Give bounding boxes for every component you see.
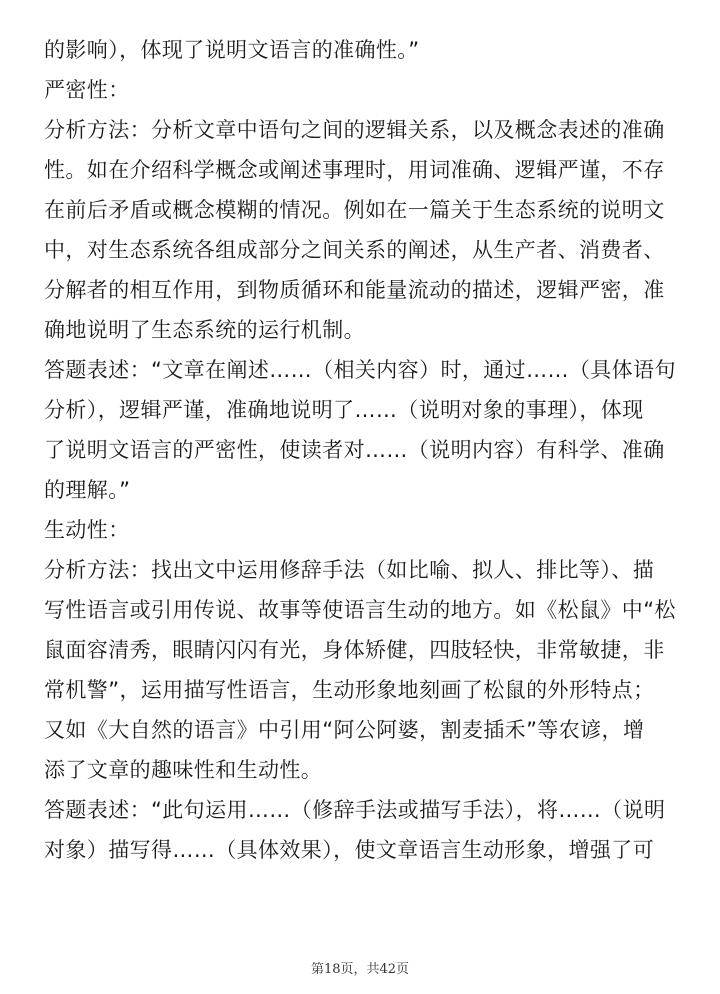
text-line: 添了文章的趣味性和生动性。 [44, 758, 323, 782]
text-line: 答题表述：“文章在阐述……（相关内容）时，通过……（具体语句 [44, 358, 676, 382]
section-heading-rigor: 严密性： [44, 78, 130, 102]
text-line: 对象）描写得……（具体效果），使文章语言生动形象，增强了可 [44, 838, 655, 862]
text-line: 的影响），体现了说明文语言的准确性。” [44, 38, 420, 62]
text-line: 分析方法：找出文中运用修辞手法（如比喻、拟人、排比等）、描 [44, 558, 655, 582]
text-line: 性。如在介绍科学概念或阐述事理时，用词准确、逻辑严谨，不存 [44, 158, 665, 182]
text-line: 了说明文语言的严密性，使读者对……（说明内容）有科学、准确 [44, 438, 665, 462]
text-line: 确地说明了生态系统的运行机制。 [44, 318, 365, 342]
document-body [44, 30, 680, 870]
text-line: 写性语言或引用传说、故事等使语言生动的地方。如《松鼠》中“松 [44, 598, 676, 622]
text-line: 分析方法：分析文章中语句之间的逻辑关系，以及概念表述的准确 [44, 118, 665, 142]
text-line: 答题表述：“此句运用……（修辞手法或描写手法），将……（说明 [44, 798, 666, 822]
text-line: 的理解。” [44, 478, 131, 502]
text-line: 又如《大自然的语言》中引用“阿公阿婆，割麦插禾”等农谚，增 [44, 718, 645, 742]
text-line: 中，对生态系统各组成部分之间关系的阐述，从生产者、消费者、 [44, 238, 665, 262]
text-line: 鼠面容清秀，眼睛闪闪有光，身体矫健，四肢轻快，非常敏捷，非 [44, 638, 665, 662]
section-heading-vividness: 生动性： [44, 518, 130, 542]
page-number: 第18页，共42页 [310, 962, 410, 977]
text-line: 在前后矛盾或概念模糊的情况。例如在一篇关于生态系统的说明文 [44, 198, 665, 222]
text-line: 常机警”，运用描写性语言，生动形象地刻画了松鼠的外形特点； [44, 678, 655, 702]
text-line: 分析），逻辑严谨，准确地说明了……（说明对象的事理），体现 [44, 398, 644, 422]
text-line: 分解者的相互作用，到物质循环和能量流动的描述，逻辑严密，准 [44, 278, 665, 302]
